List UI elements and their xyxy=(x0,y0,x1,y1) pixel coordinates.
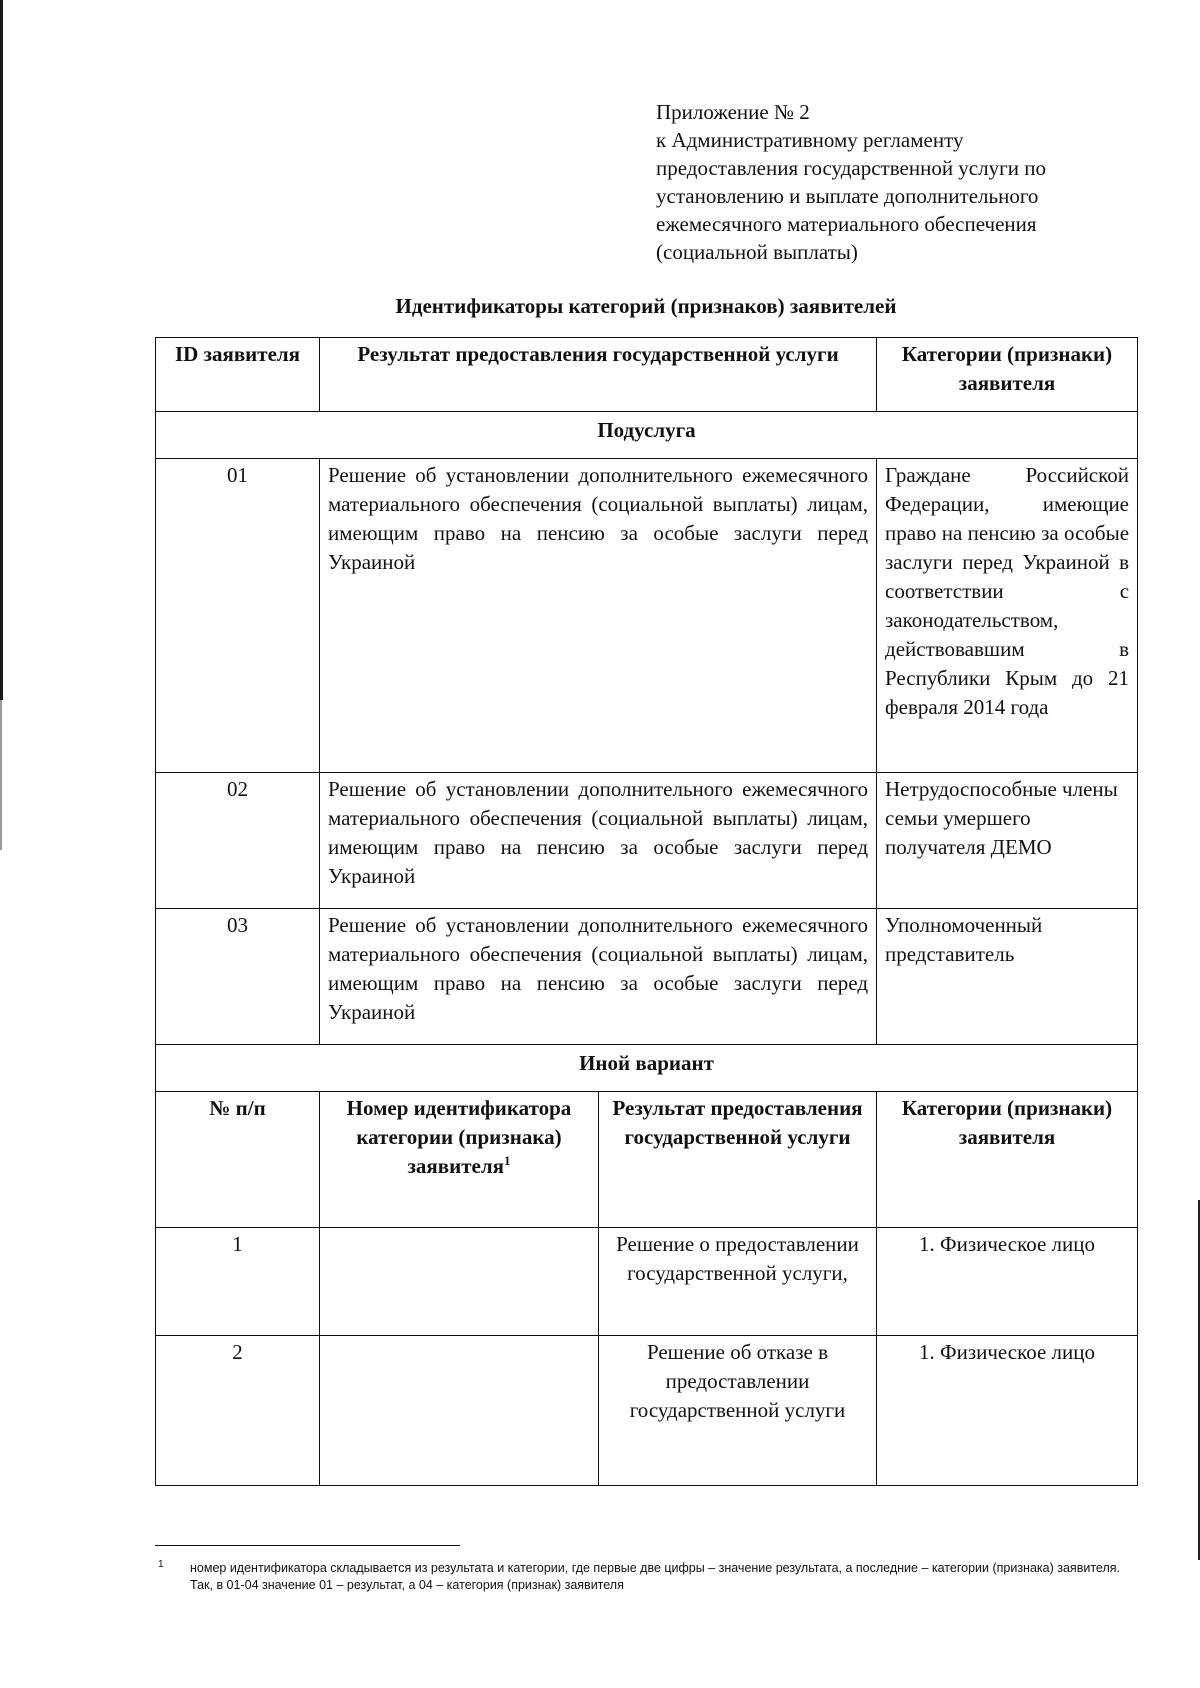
row-identifier xyxy=(320,1336,599,1486)
row-id: 03 xyxy=(156,909,320,1045)
row-result: Решение об установлении дополнительного ежемесячного материального обеспечения (социальной выплаты) лицам, имеющим право на пенсию за особые заслуги перед Украиной xyxy=(320,773,877,909)
annex-line: предоставления государственной услуги по xyxy=(656,156,1046,180)
table-row xyxy=(156,1228,1138,1336)
row-num: 2 xyxy=(156,1336,320,1486)
table-header-row xyxy=(156,338,1138,412)
row-id: 02 xyxy=(156,773,320,909)
footnote xyxy=(158,1559,1130,1594)
footnote-mark: 1 xyxy=(158,1559,164,1570)
header-num: № п/п xyxy=(156,1092,320,1228)
footnote-text: номер идентификатора складывается из результата и категории, где первые две цифры – значение результата, а последние – категории (признака) заявителя. Так, в 01-04 значение 01 – результат, а 04 – категория (признак) заявителя xyxy=(190,1561,1120,1592)
section-other-variant: Иной вариант xyxy=(156,1045,1138,1092)
annex-header xyxy=(656,98,1126,266)
annex-line: к Административному регламенту xyxy=(656,128,964,152)
section-subservice: Подуслуга xyxy=(156,412,1138,459)
row-identifier xyxy=(320,1228,599,1336)
row-result: Решение о предоставлении государственной услуги, xyxy=(599,1228,877,1336)
header-category-2: Категории (признаки) заявителя xyxy=(877,1092,1138,1228)
annex-line: Приложение № 2 xyxy=(656,100,810,124)
annex-line: установлению и выплате дополнительного xyxy=(656,184,1039,208)
row-category: 1. Физическое лицо xyxy=(877,1336,1138,1486)
header-result-2: Результат предоставления государственной услуги xyxy=(599,1092,877,1228)
scan-edge-left-lower xyxy=(0,700,2,850)
table-row xyxy=(156,773,1138,909)
row-num: 1 xyxy=(156,1228,320,1336)
row-result: Решение об отказе в предоставлении государственной услуги xyxy=(599,1336,877,1486)
row-result: Решение об установлении дополнительного ежемесячного материального обеспечения (социальной выплаты) лицам, имеющим право на пенсию за особые заслуги перед Украиной xyxy=(320,459,877,773)
identifiers-table xyxy=(155,337,1138,1486)
table-row xyxy=(156,459,1138,773)
row-category: Нетрудоспособные члены семьи умершего получателя ДЕМО xyxy=(877,773,1138,909)
section-row xyxy=(156,412,1138,459)
document-title: Идентификаторы категорий (признаков) заявителей xyxy=(395,294,897,318)
header-category: Категории (признаки) заявителя xyxy=(877,338,1138,412)
row-id: 01 xyxy=(156,459,320,773)
table-header-row xyxy=(156,1092,1138,1228)
row-category: Уполномоченный представитель xyxy=(877,909,1138,1045)
table-row xyxy=(156,909,1138,1045)
header-identifier xyxy=(320,1092,599,1228)
scan-edge-left xyxy=(0,0,3,700)
header-id: ID заявителя xyxy=(156,338,320,412)
annex-line: ежемесячного материального обеспечения xyxy=(656,212,1037,236)
table-row xyxy=(156,1336,1138,1486)
header-result: Результат предоставления государственной услуги xyxy=(320,338,877,412)
footnote-ref: 1 xyxy=(504,1153,511,1168)
annex-line: (социальной выплаты) xyxy=(656,240,858,264)
header-identifier-text: Номер идентификатора категории (признака) заявителя xyxy=(346,1096,572,1178)
row-category: Граждане Российской Федерации, имеющие право на пенсию за особые заслуги перед Украиной в соответствии с законодательством, действовавшим в Республики Крым до 21 февраля 2014 года xyxy=(877,459,1138,773)
section-row xyxy=(156,1045,1138,1092)
footnote-divider xyxy=(155,1545,460,1546)
row-result: Решение об установлении дополнительного ежемесячного материального обеспечения (социальной выплаты) лицам, имеющим право на пенсию за особые заслуги перед Украиной xyxy=(320,909,877,1045)
row-category: 1. Физическое лицо xyxy=(877,1228,1138,1336)
